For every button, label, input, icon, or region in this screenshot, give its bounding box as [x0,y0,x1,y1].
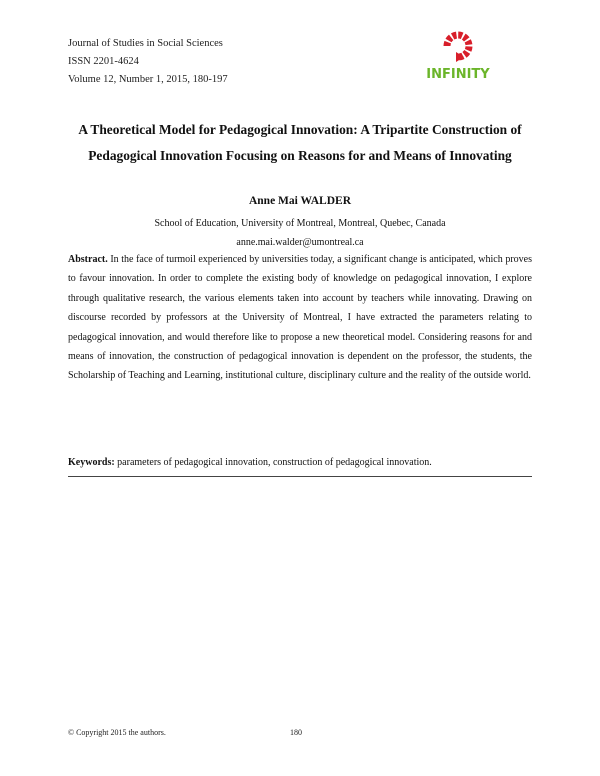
keywords-label: Keywords: [68,457,115,468]
abstract-text: In the face of turmoil experienced by universities today, a significant change is anticipated, which proves to favour innovation. In order to complete the existing body of knowledge on pedagogical innovation, I explore through qualitative research, the various elements taken into account by teachers while innovating. Drawing on discourse recorded by professors at the University of Montreal, I have extracted the parameters relating to pedagogical innovation, and would therefore like to propose a new theoretical model. Considering reasons for and means of innovation, the construction of pedagogical innovation is dependent on the professor, the students, the Scholarship of Teaching and Learning, institutional culture, disciplinary culture and the reality of the outside world. [68,254,532,382]
title-line-2: Pedagogical Innovation Focusing on Reasons for and Means of Innovating [88,148,512,163]
keywords-divider [68,476,532,477]
abstract-label: Abstract. [68,254,108,265]
journal-name: Journal of Studies in Social Sciences [68,38,223,49]
copyright-notice: © Copyright 2015 the authors. [68,728,166,737]
logo-text: INFINITY [426,67,490,82]
journal-volume: Volume 12, Number 1, 2015, 180-197 [68,74,228,85]
keywords-text: parameters of pedagogical innovation, construction of pedagogical innovation. [117,457,432,468]
journal-issn: ISSN 2201-4624 [68,56,139,67]
journal-info [68,35,228,89]
keywords [68,457,532,468]
infinity-logo [414,28,502,84]
author-email: anne.mai.walder@umontreal.ca [236,237,364,248]
paper-title [60,117,540,169]
author-name: Anne Mai WALDER [248,195,352,207]
page-number: 180 [290,728,302,737]
author-affiliation: School of Education, University of Montreal, Montreal, Quebec, Canada [154,218,446,229]
abstract [68,250,532,386]
title-line-1: A Theoretical Model for Pedagogical Innovation: A Tripartite Construction of [78,122,522,137]
